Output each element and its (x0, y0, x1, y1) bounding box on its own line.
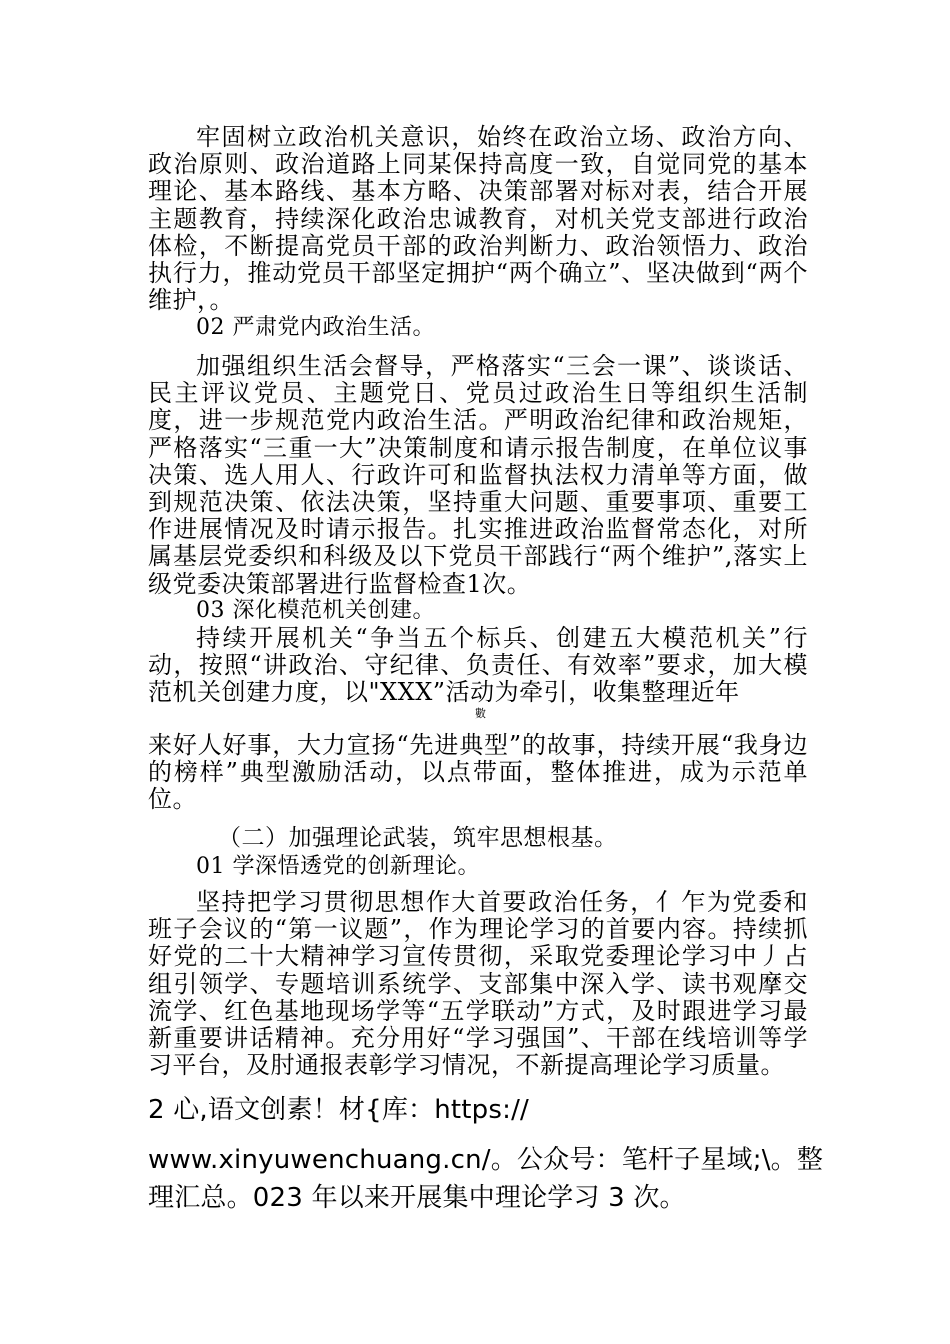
heading-02-political-life: 02 严肃党内政治生活。 (196, 315, 435, 340)
heading-03-model-organ: 03 深化模范机关创建。 (196, 598, 435, 623)
page-note-mark: 數 (475, 707, 486, 720)
footer-line-2: www.xinyuwenchuang.cn/。公众号：笔杆子星域;\。整 (148, 1145, 824, 1175)
paragraph-theory-study: 坚持把学习贯彻思想作大首要政治任务，亻乍为党委和班子会议的“第一议题”，作为理论学习的首要内容。持续抓好党的二十大精神学习宣传贯彻，采取党委理论学习中丿占组引领学、专题培训系统学、支部集中深入学、读书观摩交流学、红色基地现场学等“五学联动”方式，及时跟进学习最新重要讲话精神。充分用好“学习强国”、干部在线培训等学习平台，及肘通报表彰学习情况，不新提高理论学习质量。 (148, 888, 808, 1080)
footer-line-3: 理汇总。023 年以来开展集中理论学习 3 次。 (148, 1183, 686, 1213)
paragraph-model-organ-part2: 来好人好事，大力宣扬“先进典型”的故事，持续开展“我身边的榜样”典型激励活动，以点带面，整体推进，成为示范单位。 (148, 731, 808, 814)
heading-01-innovative-theory: 01 学深悟透党的创新理论。 (196, 854, 480, 879)
paragraph-organizational-life: 加强组织生活会督导，严格落实“三会一课”、谈谈话、民主评议党员、主题党日、党员过政治生日等组织生活制度，进一步规范党内政治生活。严明政治纪律和政治规矩，严格落实“三重一大”决策制度和请示报告制度，在单位议事决策、选人用人、行政许可和监督执法权力清单等方面，做到规范决策、依法决策，坚持重大问题、重要事项、重要工作进展情况及时请示报告。扎实推进政治监督常态化，对所属基层党委织和科级及以下党员干部践行“两个维护”,落实上级党委决策部署进行监督检查1次。 (148, 352, 808, 598)
footer-line-1: 2 心,语文创素！材{库：https:// (148, 1095, 530, 1125)
paragraph-political-awareness: 牢固树立政治机关意识，始终在政治立场、政治方向、政治原则、政治道路上同某保持高度一致，自觉同党的基本理论、基本路线、基本方略、决策部署对标对表，结合开展主题教育，持续深化政治忠诚教育，对机关党支部进行政治体检，不断提高党员干部的政治判断力、政治领悟力、政治执行力，推动党员干部坚定拥护“两个确立”、坚决做到“两个维护，。 (148, 123, 808, 315)
section-heading-theory: （二）加强理论武装，筑牢思想根基。 (218, 825, 618, 851)
paragraph-model-organ-part1: 持续开展机关“争当五个标兵、创建五大模范机关”行动，按照“讲政治、守纪律、负责任、有效率”要求，加大模范机关创建力度，以"XXX”活动为牵引，收集整理近年 (148, 624, 808, 707)
